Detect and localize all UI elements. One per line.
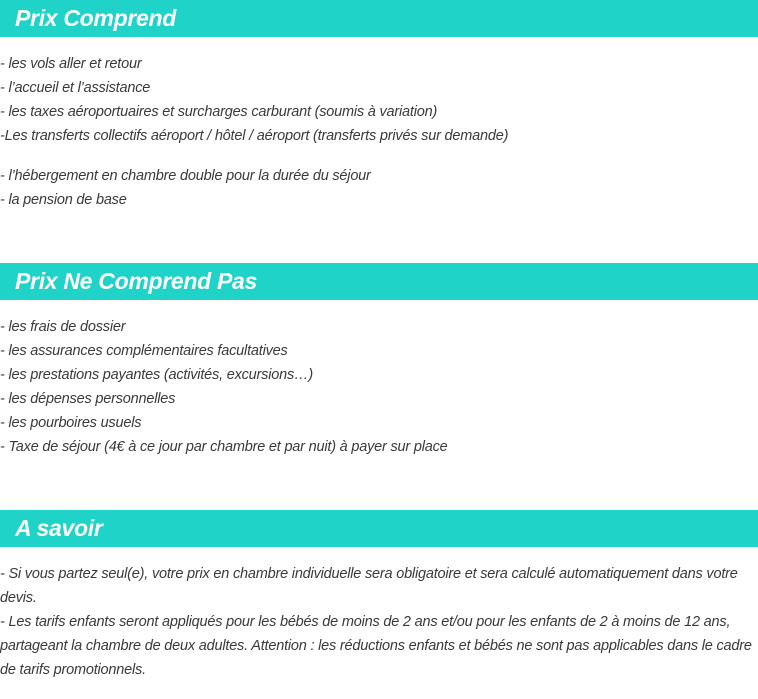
section-title: Prix Comprend: [15, 5, 176, 31]
list-item: - les prestations payantes (activités, excursions…): [0, 367, 313, 383]
section-header-prix-comprend: [0, 0, 758, 37]
section-title: Prix Ne Comprend Pas: [15, 268, 257, 294]
list-item: - les vols aller et retour: [0, 56, 142, 72]
list-item: - les dépenses personnelles: [0, 391, 176, 407]
list-item: - les pourboires usuels: [0, 415, 142, 431]
not-included-list: [0, 315, 758, 459]
list-item: - Si vous partez seul(e), votre prix en chambre individuelle sera obligatoire et sera calculé automatiquement dans votre devis.: [0, 566, 738, 606]
section-header-prix-ne-comprend-pas: [0, 263, 758, 300]
good-to-know-list: [0, 562, 758, 682]
list-item: - la pension de base: [0, 192, 127, 208]
list-item: -Les transferts collectifs aéroport / hôtel / aéroport (transferts privés sur demande): [0, 128, 509, 144]
list-item: - l’accueil et l’assistance: [0, 80, 151, 96]
list-item: - les assurances complémentaires facultatives: [0, 343, 288, 359]
included-list: [0, 52, 758, 212]
section-title: A savoir: [15, 515, 103, 541]
list-item: - Taxe de séjour (4€ à ce jour par chambre et par nuit) à payer sur place: [0, 439, 448, 455]
list-item: - les frais de dossier: [0, 319, 126, 335]
list-item: - Les tarifs enfants seront appliqués pour les bébés de moins de 2 ans et/ou pour les enfants de 2 à moins de 12 ans, partageant la chambre de deux adultes. Attention : les réductions enfants et bébés ne sont pas applicables dans le cadre de tarifs promotionnels.: [0, 614, 752, 678]
section-header-a-savoir: [0, 510, 758, 547]
list-item: - les taxes aéroportuaires et surcharges carburant (soumis à variation): [0, 104, 438, 120]
list-item: - l’hébergement en chambre double pour la durée du séjour: [0, 168, 371, 184]
